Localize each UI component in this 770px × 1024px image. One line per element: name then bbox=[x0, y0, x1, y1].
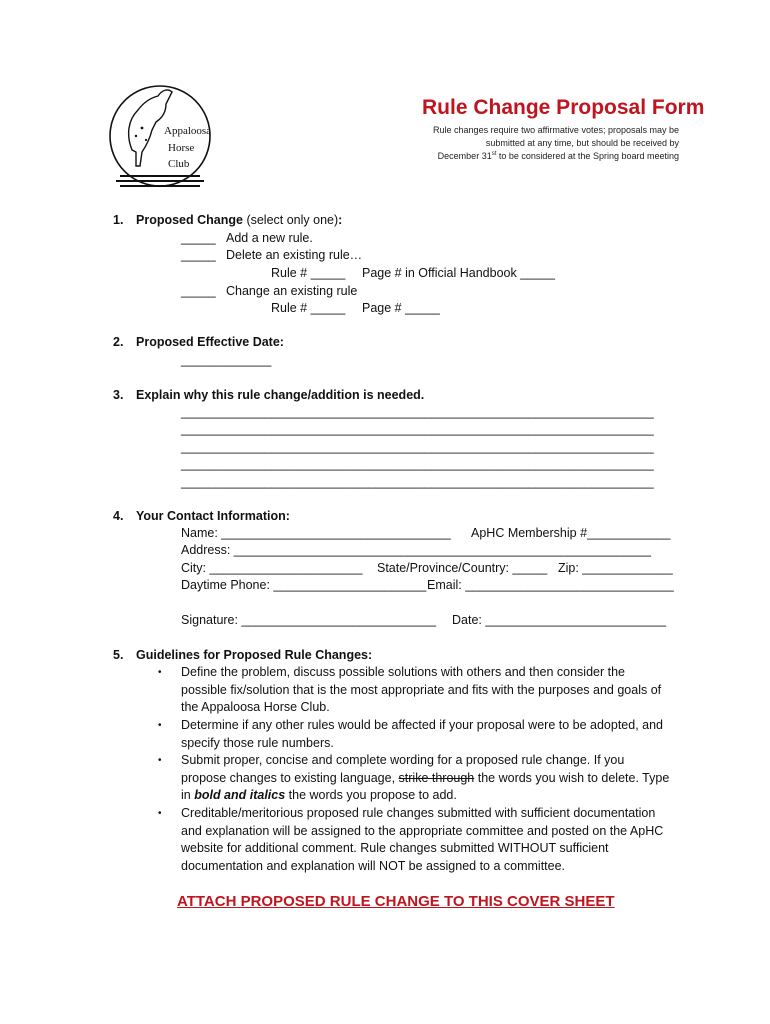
delete-page-number-field[interactable]: Page # in Official Handbook _____ bbox=[362, 266, 555, 280]
membership-field[interactable]: ApHC Membership #____________ bbox=[471, 526, 671, 540]
subtitle-line-2: submitted at any time, but should be received by bbox=[485, 138, 679, 148]
section-2-heading: Proposed Effective Date: bbox=[136, 335, 284, 349]
address-field[interactable]: Address: ____________________________________________________________ bbox=[181, 543, 651, 557]
change-rule-blank[interactable]: _____ bbox=[181, 284, 216, 298]
guideline-4-line-1: Creditable/meritorious proposed rule changes submitted with sufficient documentation bbox=[181, 806, 656, 820]
section-5-heading: Guidelines for Proposed Rule Changes: bbox=[136, 648, 373, 662]
city-field[interactable]: City: ______________________ bbox=[181, 561, 363, 575]
subtitle-line-1: Rule changes require two affirmative votes; proposals may be bbox=[433, 125, 679, 135]
effective-date-field[interactable]: _____________ bbox=[181, 353, 272, 367]
section-1-number: 1. bbox=[113, 213, 124, 227]
section-5-number: 5. bbox=[113, 648, 124, 662]
guideline-1-line-1: Define the problem, discuss possible solutions with others and then consider the bbox=[181, 665, 626, 679]
bullet-icon: • bbox=[158, 808, 162, 819]
form-title: Rule Change Proposal Form bbox=[422, 96, 705, 119]
guideline-2-line-2: specify those rule numbers. bbox=[181, 736, 334, 750]
delete-rule-label: Delete an existing rule… bbox=[226, 248, 363, 262]
date-field[interactable]: Date: __________________________ bbox=[452, 613, 667, 627]
add-rule-label: Add a new rule. bbox=[226, 231, 313, 245]
section-1-heading: Proposed Change (select only one): bbox=[136, 213, 343, 227]
attach-instruction: ATTACH PROPOSED RULE CHANGE TO THIS COVER SHEET bbox=[177, 893, 615, 910]
change-page-number-field[interactable]: Page # _____ bbox=[362, 301, 440, 315]
section-3-heading: Explain why this rule change/addition is needed. bbox=[136, 388, 425, 402]
bold-italics-example: bold and italics bbox=[194, 788, 286, 802]
logo-line-3: Club bbox=[168, 158, 190, 170]
change-rule-label: Change an existing rule bbox=[226, 284, 358, 298]
section-3-number: 3. bbox=[113, 388, 124, 402]
delete-rule-blank[interactable]: _____ bbox=[181, 248, 216, 262]
explanation-line[interactable]: ____________________________________________________________________ bbox=[181, 422, 654, 436]
section-4-heading: Your Contact Information: bbox=[136, 509, 290, 523]
name-field[interactable]: Name: _________________________________ bbox=[181, 526, 451, 540]
guideline-3-line-3: in bold and italics the words you propose to add. bbox=[181, 788, 457, 802]
horse-logo-icon bbox=[106, 80, 214, 198]
guideline-2-line-1: Determine if any other rules would be affected if your proposal were to be adopted, and bbox=[181, 718, 664, 732]
guideline-3-line-2: propose changes to existing language, strike through the words you wish to delete. Type bbox=[181, 771, 670, 785]
logo-line-1: Appaloosa bbox=[164, 125, 212, 137]
logo-line-2: Horse bbox=[168, 142, 195, 154]
explanation-line[interactable]: ____________________________________________________________________ bbox=[181, 457, 654, 471]
guideline-4-line-2: and explanation will be assigned to the appropriate committee and posted on the ApHC bbox=[181, 824, 664, 838]
phone-field[interactable]: Daytime Phone: ______________________ bbox=[181, 578, 427, 592]
state-field[interactable]: State/Province/Country: _____ bbox=[377, 561, 548, 575]
strike-through-example: strike through bbox=[398, 771, 475, 785]
add-rule-blank[interactable]: _____ bbox=[181, 231, 216, 245]
section-4-number: 4. bbox=[113, 509, 124, 523]
subtitle-line-3: December 31st to be considered at the Spring board meeting bbox=[437, 151, 679, 161]
zip-field[interactable]: Zip: _____________ bbox=[558, 561, 673, 575]
explanation-line[interactable]: ____________________________________________________________________ bbox=[181, 405, 654, 419]
explanation-line[interactable]: ____________________________________________________________________ bbox=[181, 475, 654, 489]
guideline-1-line-2: possible fix/solution that is the most appropriate and fits with the purposes and goals of bbox=[181, 683, 662, 697]
bullet-icon: • bbox=[158, 720, 162, 731]
change-rule-number-field[interactable]: Rule # _____ bbox=[271, 301, 346, 315]
guideline-4-line-3: website for additional comment. Rule changes submitted WITHOUT sufficient bbox=[181, 841, 609, 855]
email-field[interactable]: Email: ______________________________ bbox=[427, 578, 674, 592]
bullet-icon: • bbox=[158, 755, 162, 766]
guideline-1-line-3: the Appaloosa Horse Club. bbox=[181, 700, 330, 714]
bullet-icon: • bbox=[158, 667, 162, 678]
delete-rule-number-field[interactable]: Rule # _____ bbox=[271, 266, 346, 280]
signature-field[interactable]: Signature: ____________________________ bbox=[181, 613, 437, 627]
guideline-4-line-4: documentation and explanation will NOT be assigned to a committee. bbox=[181, 859, 566, 873]
explanation-line[interactable]: ____________________________________________________________________ bbox=[181, 440, 654, 454]
section-2-number: 2. bbox=[113, 335, 124, 349]
guideline-3-line-1: Submit proper, concise and complete wording for a proposed rule change. If you bbox=[181, 753, 625, 767]
